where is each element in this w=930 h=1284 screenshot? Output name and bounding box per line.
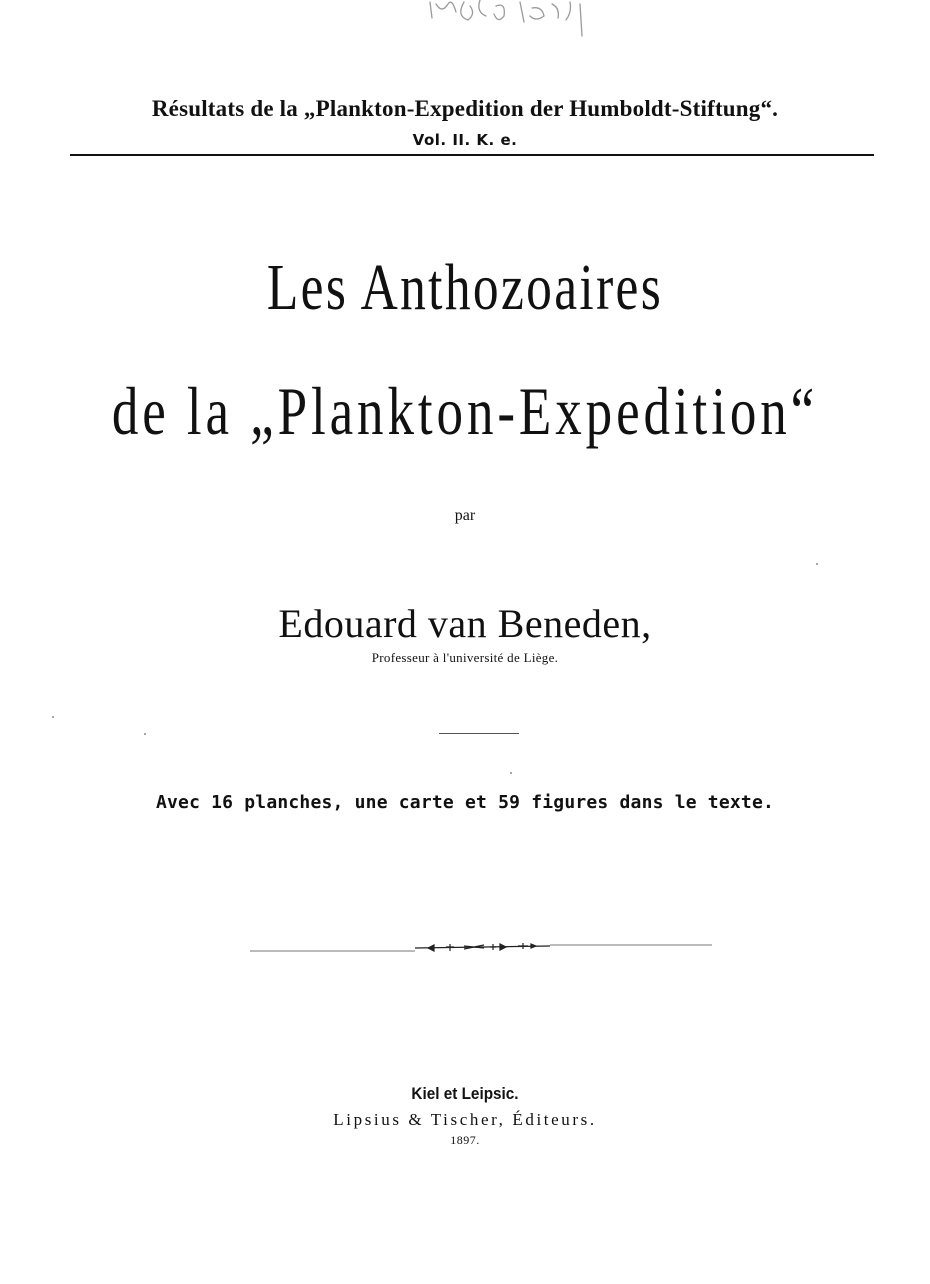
series-title: Résultats de la „Plankton-Expedition der Humboldt-Stiftung“. <box>151 96 779 121</box>
paper-speck <box>52 716 54 718</box>
contents-note: Avec 16 planches, une carte et 59 figures dans le texte. <box>155 792 775 813</box>
title-line-2: de la „Plankton-Expedition“ <box>111 373 819 449</box>
by-word: par <box>454 507 476 524</box>
ornamental-divider <box>250 937 712 957</box>
short-divider <box>439 733 519 734</box>
volume-label: Vol. II. K. e. <box>412 131 518 149</box>
author-affiliation: Professeur à l'université de Liège. <box>371 650 559 665</box>
author-name: Edouard van Beneden, <box>278 601 652 646</box>
imprint-year: 1897. <box>450 1133 480 1147</box>
title-line-1: Les Anthozoaires <box>266 251 664 324</box>
handwritten-shelfmark <box>420 0 590 40</box>
imprint-publisher: Lipsius & Tischer, Éditeurs. <box>333 1110 597 1129</box>
imprint-place: Kiel et Leipsic. <box>411 1084 519 1103</box>
paper-speck <box>510 772 512 774</box>
header-rule <box>70 154 874 156</box>
paper-speck <box>816 563 818 565</box>
paper-speck <box>144 733 146 735</box>
